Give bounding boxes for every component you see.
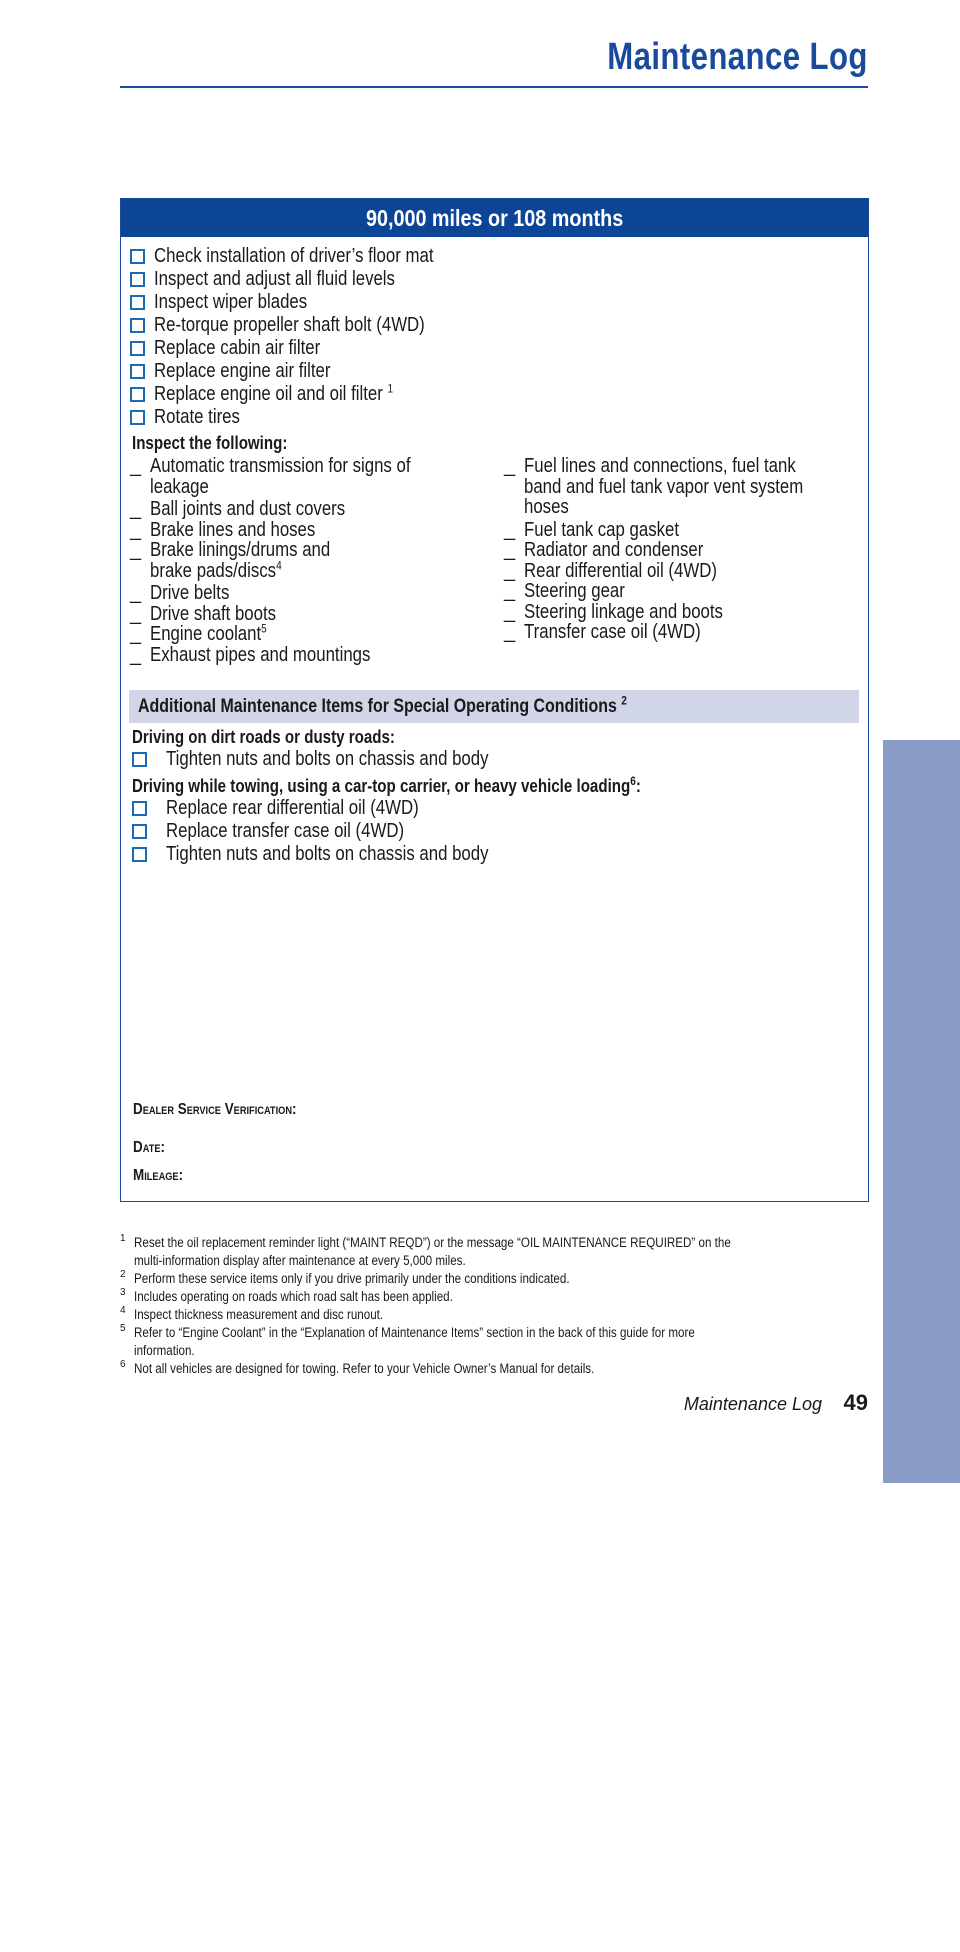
footnote-ref: 1 [387, 381, 394, 396]
inspect-item-line [524, 602, 859, 623]
title-divider [120, 86, 868, 88]
checklist-item-label: Inspect and adjust all fluid levels [154, 268, 395, 290]
dash-bullet: _ [504, 518, 516, 541]
inspect-title-text: Inspect the following: [132, 433, 288, 453]
footnote-line-text: information. [134, 1343, 195, 1358]
additional-items-title [138, 693, 627, 718]
checklist-item [130, 360, 487, 383]
inspect-item [130, 583, 500, 604]
checklist-item [130, 383, 487, 406]
inspect-item-line-text: Ball joints and dust covers [150, 498, 346, 520]
footnote-line-text: Refer to “Engine Coolant” in the “Explanation of Maintenance Items” section in the back of this guide for more [134, 1325, 695, 1340]
dash-bullet: _ [130, 643, 142, 666]
checkbox[interactable] [130, 364, 145, 379]
footnote-number: 3 [120, 1287, 126, 1298]
condition-item [132, 797, 550, 820]
dash-bullet: _ [504, 621, 516, 643]
inspect-item-line-text: Exhaust pipes and mountings [150, 643, 371, 666]
footnote-line-text: multi-information display after maintenance at every 5,000 miles. [134, 1253, 466, 1268]
dash-bullet: _ [130, 539, 142, 561]
inspect-item [130, 645, 500, 666]
checklist-item-label: Replace engine oil and oil filter $^1$ [154, 381, 394, 405]
checkbox[interactable] [130, 387, 145, 402]
dash-bullet: _ [504, 539, 516, 561]
inspect-item-line [150, 557, 500, 582]
checklist-item-label: Inspect wiper blades [154, 291, 308, 313]
inspect-item [504, 520, 859, 541]
condition-item [132, 843, 550, 866]
condition-title-text [132, 727, 395, 748]
inspect-item-line [524, 456, 859, 477]
checklist-item-label: Replace engine air filter [154, 360, 331, 382]
condition-title-main: Driving on dirt roads or dusty roads: [132, 727, 395, 747]
inspect-item-line [524, 540, 859, 561]
inspect-item-line [524, 622, 859, 643]
inspect-list-left [130, 456, 500, 665]
inspect-item [130, 499, 500, 520]
inspect-item-line [524, 581, 859, 602]
inspect-item-line-text: Brake lines and hoses [150, 518, 316, 541]
dash-bullet: _ [130, 455, 142, 477]
inspect-item [504, 456, 859, 518]
checkbox[interactable] [130, 249, 145, 264]
inspect-item [130, 540, 500, 581]
condition-title-main: Driving while towing, using a car-top carrier, or heavy vehicle loading [132, 776, 631, 796]
inspect-title [132, 433, 317, 454]
condition-title [132, 727, 445, 748]
condition-item-label: Replace transfer case oil (4WD) [166, 820, 405, 842]
condition-item [132, 748, 550, 771]
inspect-item-text [524, 622, 859, 643]
inspect-item-line-text: Steering linkage and boots [524, 600, 723, 623]
inspect-item-line-text: Fuel lines and connections, fuel tank [524, 455, 796, 477]
inspect-item-text [524, 456, 859, 518]
footer-label: Maintenance Log [683, 1394, 822, 1414]
dash-bullet: _ [504, 559, 516, 582]
inspect-item-line [150, 499, 500, 520]
maintenance-interval-card [120, 198, 869, 1202]
inspect-item-line-text: Rear differential oil (4WD) [524, 559, 717, 582]
checkbox[interactable] [130, 341, 145, 356]
inspect-item [504, 581, 859, 602]
inspect-item-line [524, 477, 859, 498]
footnote-line [134, 1288, 868, 1306]
side-tab-label: MAINTENANCE [907, 1748, 937, 1952]
dash-bullet: _ [504, 580, 516, 602]
checkbox[interactable] [132, 752, 147, 767]
additional-title-text: Additional Maintenance Items for Special Operating Conditions [138, 695, 617, 717]
checkbox[interactable] [130, 410, 145, 425]
inspect-item-text [524, 540, 859, 561]
page-title: Maintenance Log [607, 36, 868, 78]
date-text: Date: [133, 1139, 165, 1156]
checkbox[interactable] [130, 318, 145, 333]
mileage-label [133, 1167, 193, 1185]
inspect-item [130, 520, 500, 541]
checklist-item [130, 245, 487, 268]
section-side-tab [883, 740, 960, 1952]
dealer-verification-text: Dealer Service Verification: [133, 1101, 297, 1118]
footnote [120, 1360, 868, 1378]
footnote-line-text: Inspect thickness measurement and disc runout. [134, 1307, 384, 1322]
footnotes [120, 1234, 868, 1378]
inspect-item-text [524, 520, 859, 541]
inspect-item-line [524, 497, 859, 518]
date-label [133, 1139, 171, 1157]
inspect-item-line-text: Brake linings/drums and [150, 539, 331, 561]
inspect-item-line-text: hoses [524, 496, 569, 518]
inspect-item-text [150, 540, 500, 581]
checklist-item-label: Replace cabin air filter [154, 337, 321, 359]
dash-bullet: _ [130, 623, 142, 645]
footnote-ref: 6 [630, 774, 636, 788]
footnote-number: 4 [120, 1305, 126, 1316]
footnote-number: 2 [120, 1269, 126, 1280]
checklist-item [130, 291, 487, 314]
footnote [120, 1288, 868, 1306]
inspect-item-line-text: Radiator and condenser [524, 539, 704, 561]
condition-item [132, 820, 550, 843]
inspect-item-line [150, 477, 500, 498]
inspect-item-text [524, 602, 859, 623]
inspect-item [130, 456, 500, 497]
footnote-number: 5 [120, 1323, 126, 1334]
footnote-line [134, 1342, 868, 1360]
footnote [120, 1234, 868, 1270]
inspect-item-line [150, 540, 500, 561]
inspect-item-text [150, 645, 500, 666]
checkbox[interactable] [130, 272, 145, 287]
condition-item-label: Tighten nuts and bolts on chassis and body [166, 843, 489, 865]
footnote-line-text: Reset the oil replacement reminder light (“MAINT REQD”) or the message “OIL MAINTENANCE REQUIRED” on the [134, 1235, 731, 1250]
additional-title-sup: 2 [621, 693, 627, 708]
inspect-item-line-text: Steering gear [524, 580, 625, 602]
inspect-item [504, 540, 859, 561]
condition-checklist [132, 797, 550, 866]
dash-bullet: _ [130, 518, 142, 541]
interval-header-text: 90,000 miles or 108 months [365, 204, 624, 231]
inspect-item-text [150, 520, 500, 541]
inspect-list-right [504, 456, 859, 643]
checklist-item [130, 314, 487, 337]
inspect-item-line-text: brake pads/discs$^4$ [150, 557, 282, 582]
footnote-number: 1 [120, 1233, 126, 1244]
inspect-item [130, 621, 500, 645]
dash-bullet: _ [130, 498, 142, 520]
dash-bullet: _ [130, 602, 142, 625]
inspect-item-line-text: Drive belts [150, 582, 230, 604]
page-number: 49 [843, 1390, 868, 1415]
inspect-item-line [150, 583, 500, 604]
condition-item-label: Tighten nuts and bolts on chassis and body [166, 748, 489, 770]
checklist-item-label: Rotate tires [154, 406, 240, 428]
dash-bullet: _ [130, 582, 142, 604]
inspect-item [504, 602, 859, 623]
checklist-item [130, 268, 487, 291]
inspect-item-line-text: Fuel tank cap gasket [524, 518, 680, 541]
inspect-item-line-text: leakage [150, 475, 209, 498]
footnote-ref: 5 [261, 621, 267, 636]
inspect-item-line [524, 520, 859, 541]
footnote-number: 6 [120, 1359, 126, 1370]
additional-items-bar [129, 690, 859, 723]
inspect-item [130, 604, 500, 625]
condition-checklist [132, 748, 550, 771]
footnote-line [134, 1252, 868, 1270]
checklist-item [130, 406, 487, 429]
inspect-item-line-text: Engine coolant$^5$ [150, 621, 267, 645]
inspect-item-line [150, 645, 500, 666]
footnote-line-text: Includes operating on roads which road salt has been applied. [134, 1289, 453, 1304]
inspect-item-text [524, 561, 859, 582]
footnote-line [134, 1324, 868, 1342]
footnote-line-text: Perform these service items only if you drive primarily under the conditions indicated. [134, 1271, 570, 1286]
dash-bullet: _ [504, 455, 516, 477]
inspect-item-line [150, 621, 500, 645]
inspect-item-line-text: Drive shaft boots [150, 602, 277, 625]
inspect-item-text [150, 621, 500, 645]
inspect-item [504, 561, 859, 582]
checklist-item-label: Check installation of driver’s floor mat [154, 245, 434, 267]
checkbox[interactable] [130, 295, 145, 310]
inspect-item-text [150, 583, 500, 604]
footnote-line [134, 1360, 868, 1378]
inspect-item-line-text: band and fuel tank vapor vent system [524, 475, 804, 498]
service-checklist [130, 245, 487, 429]
footnote-ref: 4 [276, 557, 282, 572]
inspect-item-text [150, 456, 500, 497]
inspect-item-text [524, 581, 859, 602]
inspect-item-line [524, 561, 859, 582]
footnote [120, 1306, 868, 1324]
inspect-item-text [150, 499, 500, 520]
footnote-line [134, 1270, 868, 1288]
interval-header [121, 199, 868, 237]
checklist-item-label: Re-torque propeller shaft bolt (4WD) [154, 314, 425, 336]
inspect-item-line [150, 604, 500, 625]
footnote [120, 1324, 868, 1360]
inspect-item-line-text: Transfer case oil (4WD) [524, 621, 701, 643]
dash-bullet: _ [504, 600, 516, 623]
checklist-item [130, 337, 487, 360]
condition-title-suffix: : [635, 776, 641, 796]
condition-title-text [132, 776, 641, 797]
inspect-item-line [150, 520, 500, 541]
checkbox[interactable] [132, 847, 147, 862]
footnote-line [134, 1234, 868, 1252]
checkbox[interactable] [132, 824, 147, 839]
footnote-line-text: Not all vehicles are designed for towing. Refer to your Vehicle Owner’s Manual for details. [134, 1361, 595, 1376]
footnote [120, 1270, 868, 1288]
checkbox[interactable] [132, 801, 147, 816]
inspect-item-line-text: Automatic transmission for signs of [150, 455, 411, 477]
condition-item-label: Replace rear differential oil (4WD) [166, 797, 419, 819]
mileage-text: Mileage: [133, 1167, 184, 1184]
dealer-verification-label [133, 1101, 328, 1119]
inspect-item-line [150, 456, 500, 477]
inspect-item [504, 622, 859, 643]
condition-title [132, 776, 738, 797]
inspect-item-text [150, 604, 500, 625]
footnote-line [134, 1306, 868, 1324]
